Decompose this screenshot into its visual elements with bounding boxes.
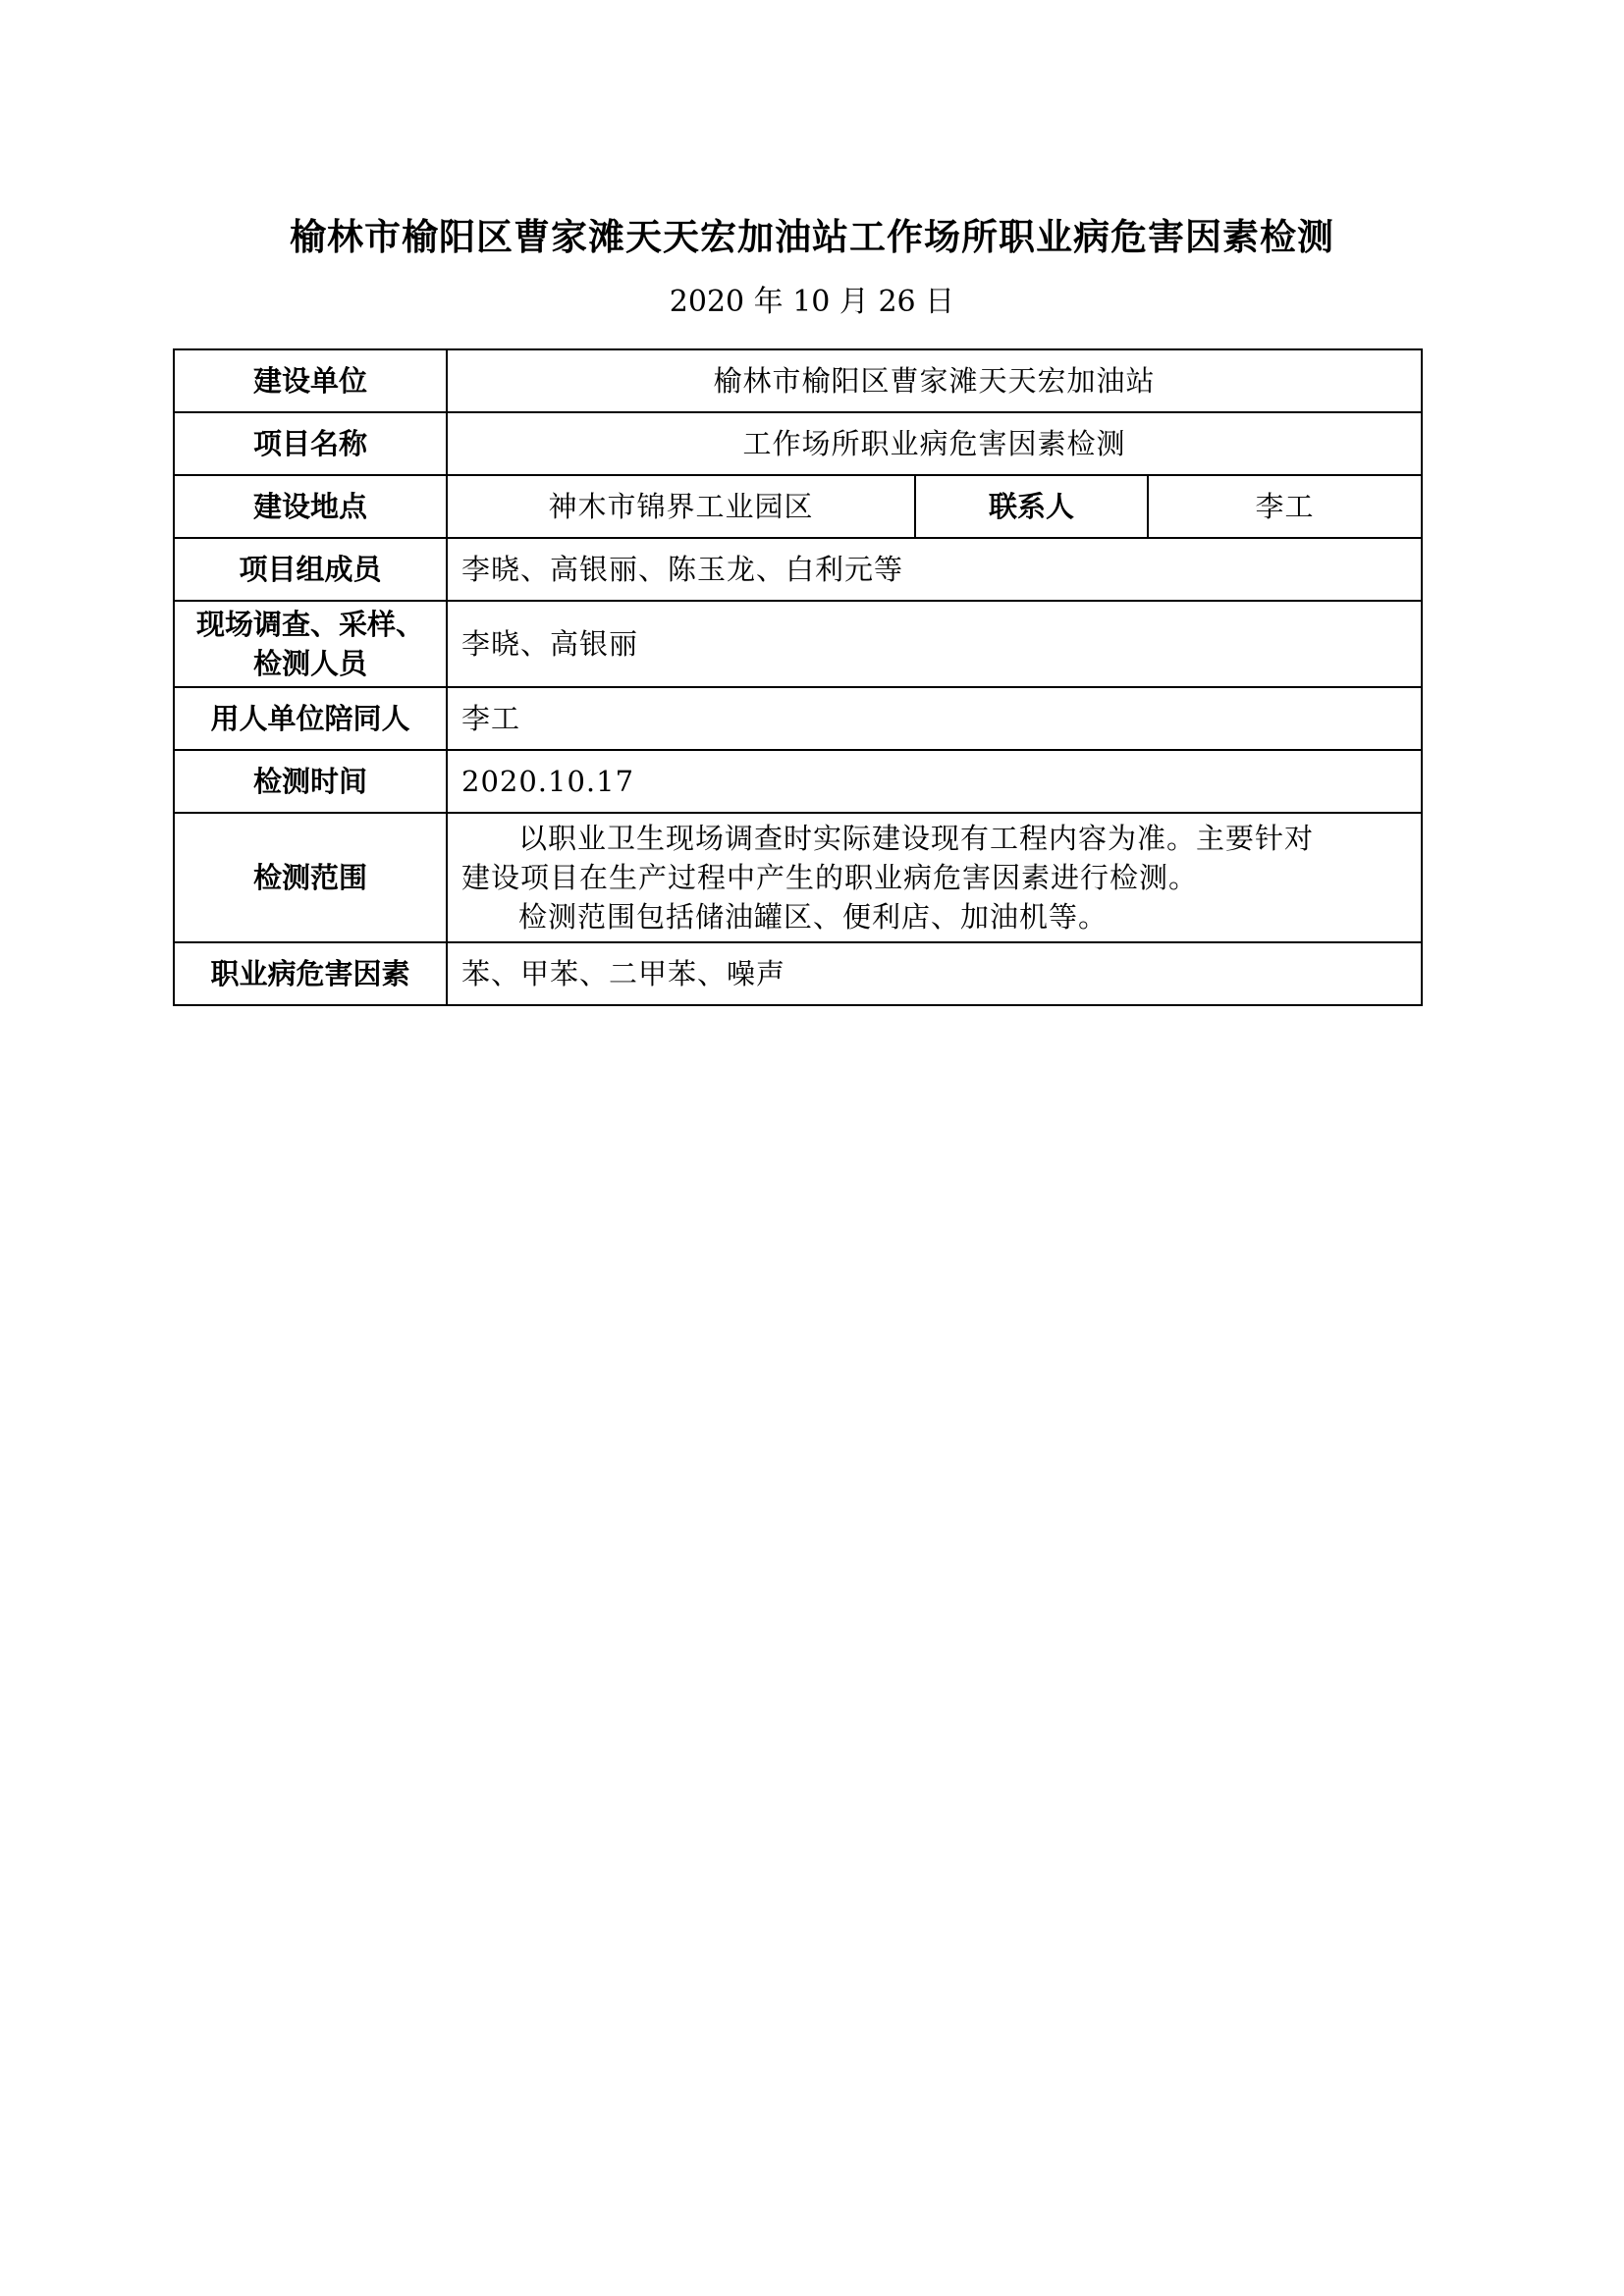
project-name-label: 项目名称: [174, 412, 447, 475]
hazards-label: 职业病危害因素: [174, 942, 447, 1005]
scope-paragraph-2: 检测范围包括储油罐区、便利店、加油机等。: [518, 900, 1109, 934]
field-staff-label-line1: 现场调查、采样、: [195, 608, 424, 641]
table-row-hazards: [174, 942, 1422, 1005]
members-value: 李晓、高银丽、陈玉龙、白利元等: [447, 538, 1422, 601]
table-row-field-staff: [174, 601, 1422, 687]
table-row-project-name: [174, 412, 1422, 475]
table-row-construction-site: [174, 475, 1422, 538]
test-time-value: 2020.10.17: [447, 750, 1422, 813]
table-row-companion: [174, 687, 1422, 750]
project-info-table: [173, 348, 1423, 1006]
scope-label: 检测范围: [174, 813, 447, 942]
companion-label: 用人单位陪同人: [174, 687, 447, 750]
contact-value: 李工: [1148, 475, 1422, 538]
construction-site-label: 建设地点: [174, 475, 447, 538]
members-label: 项目组成员: [174, 538, 447, 601]
table-row-construction-unit: [174, 349, 1422, 412]
test-time-label: 检测时间: [174, 750, 447, 813]
field-staff-label: [174, 601, 447, 687]
scope-paragraph-1-line-2: 建设项目在生产过程中产生的职业病危害因素进行检测。: [461, 861, 1199, 894]
scope-value: [447, 813, 1422, 942]
project-name-value: 工作场所职业病危害因素检测: [447, 412, 1422, 475]
table-row-members: [174, 538, 1422, 601]
construction-site-value: 神木市锦界工业园区: [447, 475, 915, 538]
field-staff-label-line2: 检测人员: [252, 647, 367, 680]
scope-paragraph-1-line-1: 以职业卫生现场调查时实际建设现有工程内容为准。主要针对: [518, 822, 1315, 855]
field-staff-value: 李晓、高银丽: [447, 601, 1422, 687]
construction-unit-value: 榆林市榆阳区曹家滩天天宏加油站: [447, 349, 1422, 412]
table-row-scope: [174, 813, 1422, 942]
hazards-value: 苯、甲苯、二甲苯、噪声: [447, 942, 1422, 1005]
construction-unit-label: 建设单位: [174, 349, 447, 412]
contact-label: 联系人: [915, 475, 1148, 538]
table-row-test-time: [174, 750, 1422, 813]
companion-value: 李工: [447, 687, 1422, 750]
document-date: 2020 年 10 月 26 日: [669, 285, 955, 319]
document-title: 榆林市榆阳区曹家滩天天宏加油站工作场所职业病危害因素检测: [290, 216, 1334, 258]
